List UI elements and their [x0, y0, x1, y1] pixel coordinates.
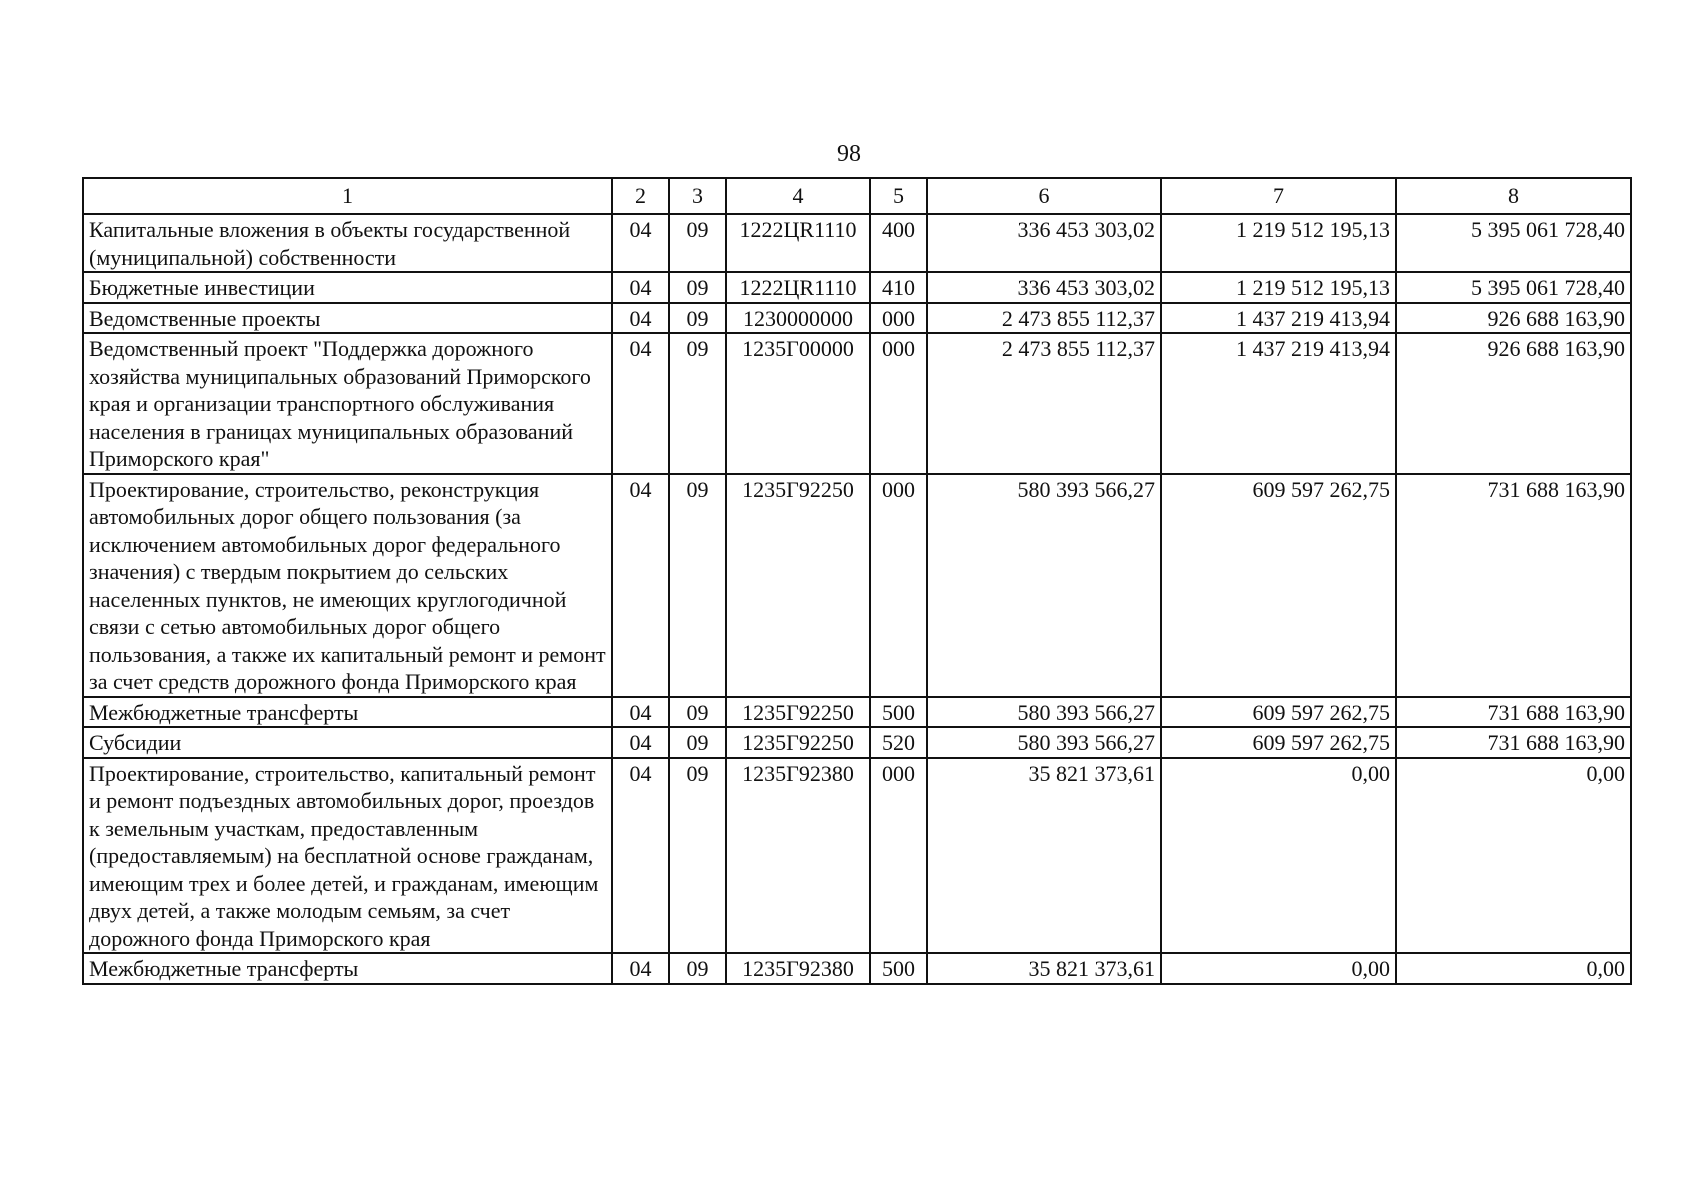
item-name: Субсидии [83, 727, 612, 758]
table-row [83, 303, 1631, 334]
expense-type-code: 500 [870, 697, 927, 728]
amount-col-8: 731 688 163,90 [1396, 697, 1631, 728]
section-code: 04 [612, 697, 669, 728]
item-name: Капитальные вложения в объекты государственной (муниципальной) собственности [83, 214, 612, 272]
subsection-code: 09 [669, 303, 726, 334]
amount-col-7: 1 219 512 195,13 [1161, 214, 1396, 272]
item-name: Ведомственный проект "Поддержка дорожного хозяйства муниципальных образований Приморского края и организации транспортного обслуживания населения в границах муниципальных образований Приморского края" [83, 333, 612, 474]
expense-type-code: 500 [870, 953, 927, 984]
amount-col-8: 5 395 061 728,40 [1396, 272, 1631, 303]
subsection-code: 09 [669, 758, 726, 954]
target-article-code: 1235Г00000 [726, 333, 870, 474]
subsection-code: 09 [669, 697, 726, 728]
column-header: 1 [83, 178, 612, 214]
header-row [83, 178, 1631, 214]
section-code: 04 [612, 474, 669, 697]
column-header: 2 [612, 178, 669, 214]
subsection-code: 09 [669, 272, 726, 303]
amount-col-6: 35 821 373,61 [927, 953, 1161, 984]
expense-type-code: 000 [870, 474, 927, 697]
item-name: Ведомственные проекты [83, 303, 612, 334]
amount-col-7: 0,00 [1161, 953, 1396, 984]
amount-col-6: 2 473 855 112,37 [927, 303, 1161, 334]
amount-col-8: 0,00 [1396, 758, 1631, 954]
item-name: Межбюджетные трансферты [83, 697, 612, 728]
section-code: 04 [612, 214, 669, 272]
amount-col-6: 2 473 855 112,37 [927, 333, 1161, 474]
amount-col-6: 580 393 566,27 [927, 474, 1161, 697]
column-header: 5 [870, 178, 927, 214]
table-row [83, 214, 1631, 272]
section-code: 04 [612, 272, 669, 303]
amount-col-6: 580 393 566,27 [927, 697, 1161, 728]
table-row [83, 727, 1631, 758]
item-name: Проектирование, строительство, капитальный ремонт и ремонт подъездных автомобильных дорог, проездов к земельным участкам, предоставленным (предоставляемым) на бесплатной основе гражданам, имеющим трех и более детей, и гражданам, имеющим двух детей, а также молодым семьям, за счет дорожного фонда Приморского края [83, 758, 612, 954]
expense-type-code: 000 [870, 333, 927, 474]
amount-col-8: 731 688 163,90 [1396, 727, 1631, 758]
column-header: 3 [669, 178, 726, 214]
amount-col-8: 926 688 163,90 [1396, 303, 1631, 334]
amount-col-7: 609 597 262,75 [1161, 474, 1396, 697]
amount-col-6: 35 821 373,61 [927, 758, 1161, 954]
amount-col-7: 1 437 219 413,94 [1161, 333, 1396, 474]
amount-col-6: 580 393 566,27 [927, 727, 1161, 758]
budget-table [82, 177, 1632, 985]
column-header: 4 [726, 178, 870, 214]
page-number: 98 [837, 141, 861, 167]
section-code: 04 [612, 953, 669, 984]
subsection-code: 09 [669, 474, 726, 697]
amount-col-7: 609 597 262,75 [1161, 697, 1396, 728]
subsection-code: 09 [669, 214, 726, 272]
amount-col-6: 336 453 303,02 [927, 214, 1161, 272]
subsection-code: 09 [669, 727, 726, 758]
section-code: 04 [612, 758, 669, 954]
amount-col-8: 5 395 061 728,40 [1396, 214, 1631, 272]
target-article-code: 1235Г92250 [726, 697, 870, 728]
subsection-code: 09 [669, 333, 726, 474]
expense-type-code: 400 [870, 214, 927, 272]
column-header: 6 [927, 178, 1161, 214]
amount-col-7: 1 437 219 413,94 [1161, 303, 1396, 334]
column-header: 7 [1161, 178, 1396, 214]
amount-col-8: 0,00 [1396, 953, 1631, 984]
amount-col-8: 731 688 163,90 [1396, 474, 1631, 697]
column-header: 8 [1396, 178, 1631, 214]
expense-type-code: 000 [870, 303, 927, 334]
amount-col-6: 336 453 303,02 [927, 272, 1161, 303]
item-name: Межбюджетные трансферты [83, 953, 612, 984]
expense-type-code: 000 [870, 758, 927, 954]
expense-type-code: 410 [870, 272, 927, 303]
expense-type-code: 520 [870, 727, 927, 758]
amount-col-7: 609 597 262,75 [1161, 727, 1396, 758]
item-name: Бюджетные инвестиции [83, 272, 612, 303]
section-code: 04 [612, 303, 669, 334]
table-row [83, 474, 1631, 697]
item-name: Проектирование, строительство, реконструкция автомобильных дорог общего пользования (за исключением автомобильных дорог федерального значения) с твердым покрытием до сельских населенных пунктов, не имеющих круглогодичной связи с сетью автомобильных дорог общего пользования, а также их капитальный ремонт и ремонт за счет средств дорожного фонда Приморского края [83, 474, 612, 697]
target-article-code: 1222ЦR1110 [726, 214, 870, 272]
target-article-code: 1230000000 [726, 303, 870, 334]
table-row [83, 272, 1631, 303]
target-article-code: 1235Г92250 [726, 474, 870, 697]
table-row [83, 333, 1631, 474]
subsection-code: 09 [669, 953, 726, 984]
section-code: 04 [612, 333, 669, 474]
amount-col-7: 1 219 512 195,13 [1161, 272, 1396, 303]
target-article-code: 1235Г92380 [726, 758, 870, 954]
target-article-code: 1235Г92250 [726, 727, 870, 758]
table-row [83, 953, 1631, 984]
table-row [83, 758, 1631, 954]
target-article-code: 1235Г92380 [726, 953, 870, 984]
amount-col-8: 926 688 163,90 [1396, 333, 1631, 474]
section-code: 04 [612, 727, 669, 758]
target-article-code: 1222ЦR1110 [726, 272, 870, 303]
amount-col-7: 0,00 [1161, 758, 1396, 954]
table-row [83, 697, 1631, 728]
